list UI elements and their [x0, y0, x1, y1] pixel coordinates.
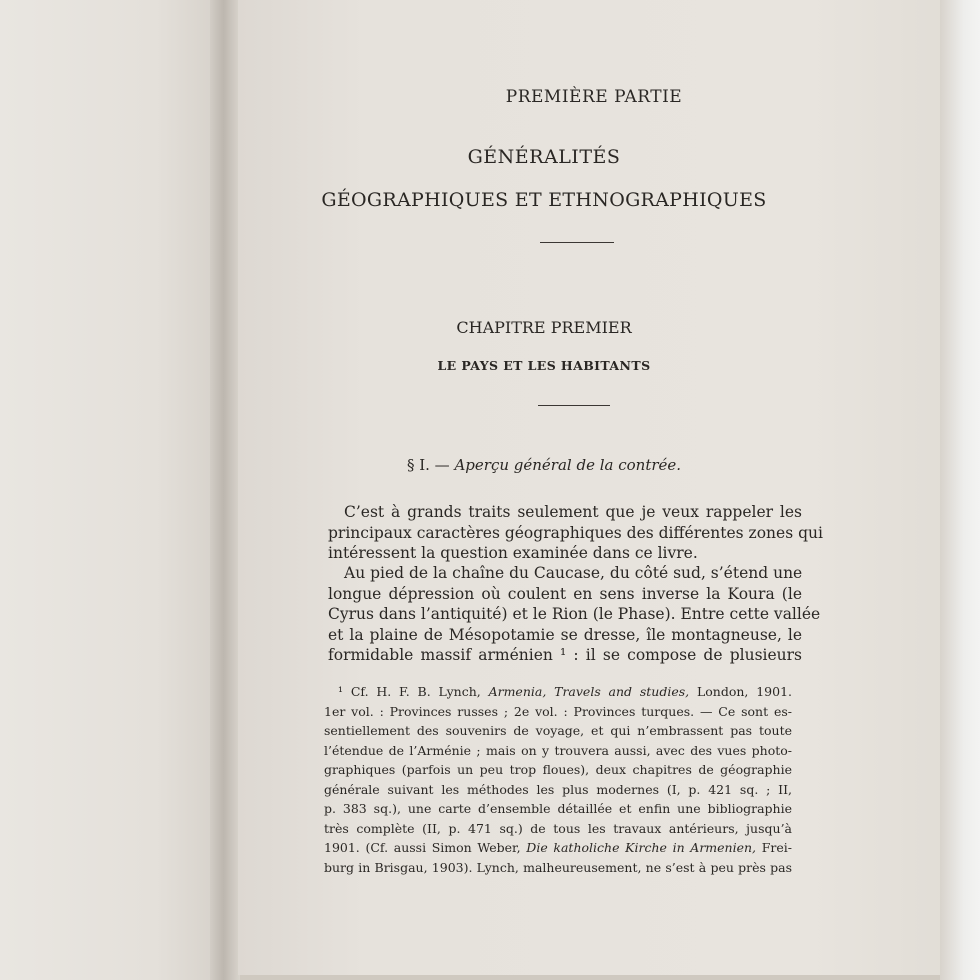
- footnote-text: 1901. (Cf. aussi Simon Weber,: [324, 840, 527, 855]
- text-line: Cyrus dans l’antiquité) et le Rion (le Phase). Entre cette vallée: [328, 605, 821, 623]
- paragraph-1: [328, 502, 823, 564]
- text-line: principaux caractères géographiques des différentes zones qui: [328, 523, 823, 542]
- footnote-line: 1er vol. : Provinces russes ; 2e vol. : Provinces turques. — Ce sont es-: [324, 703, 792, 719]
- section-heading: [188, 456, 900, 474]
- text-line: C’est à grands traits seulement que je veux rappeler les: [344, 503, 802, 521]
- footnote-line: [324, 838, 792, 858]
- section-title: Aperçu général de la contrée.: [454, 456, 682, 474]
- footnote-line: graphiques (parfois un peu trop floues), deux chapitres de géographie: [324, 762, 792, 777]
- text-line: intéressent la question examinée dans ce livre.: [328, 544, 698, 562]
- part-title: PREMIÈRE PARTIE: [505, 87, 683, 107]
- text-line: longue dépression où coulent en sens inverse la Koura (le: [328, 584, 802, 603]
- divider-rule-1: [540, 242, 614, 243]
- footnote-line: générale suivant les méthodes les plus modernes (I, p. 421 sq. ; II,: [324, 781, 792, 797]
- chapter-title: CHAPITRE PREMIER: [456, 318, 632, 337]
- footnote-line: p. 383 sq.), une carte d’ensemble détaillée et enfin une bibliographie: [324, 801, 792, 816]
- footnote-text: London, 1901.: [689, 684, 792, 699]
- text-line: Au pied de la chaîne du Caucase, du côté sud, s’étend une: [344, 564, 803, 582]
- footnote-line: l’étendue de l’Arménie ; mais on y trouvera aussi, avec des vues photo-: [324, 742, 792, 758]
- title-line-2: GÉOGRAPHIQUES ET ETHNOGRAPHIQUES: [321, 189, 767, 211]
- paragraph-2: [328, 563, 821, 666]
- chapter-subtitle: LE PAYS ET LES HABITANTS: [437, 358, 651, 373]
- footnote-line: [324, 682, 792, 702]
- footnote: [324, 682, 792, 877]
- text-line: et la plaine de Mésopotamie se dresse, île montagneuse, le: [328, 625, 802, 644]
- divider-rule-2: [538, 405, 610, 406]
- page-edge: [940, 0, 980, 980]
- footnote-book-title: Armenia, Travels and studies,: [488, 684, 690, 699]
- text-line: formidable massif arménien ¹ : il se compose de plusieurs: [328, 646, 802, 664]
- footnote-text: Frei-: [756, 840, 792, 855]
- title-line-1: GÉNÉRALITÉS: [467, 146, 621, 168]
- footnote-line: très complète (II, p. 471 sq.) de tous les travaux antérieurs, jusqu’à: [324, 820, 792, 836]
- footnote-line: burg in Brisgau, 1903). Lynch, malheureusement, ne s’est à peu près pas: [324, 859, 792, 875]
- footnote-text: ¹ Cf. H. F. B. Lynch,: [338, 684, 489, 699]
- section-number: § I. —: [406, 456, 450, 474]
- right-page: [238, 0, 950, 975]
- footnote-book-title: Die katholiche Kirche in Armenien,: [526, 840, 757, 855]
- footnote-line: sentiellement des souvenirs de voyage, et qui n’embrassent pas toute: [324, 723, 792, 738]
